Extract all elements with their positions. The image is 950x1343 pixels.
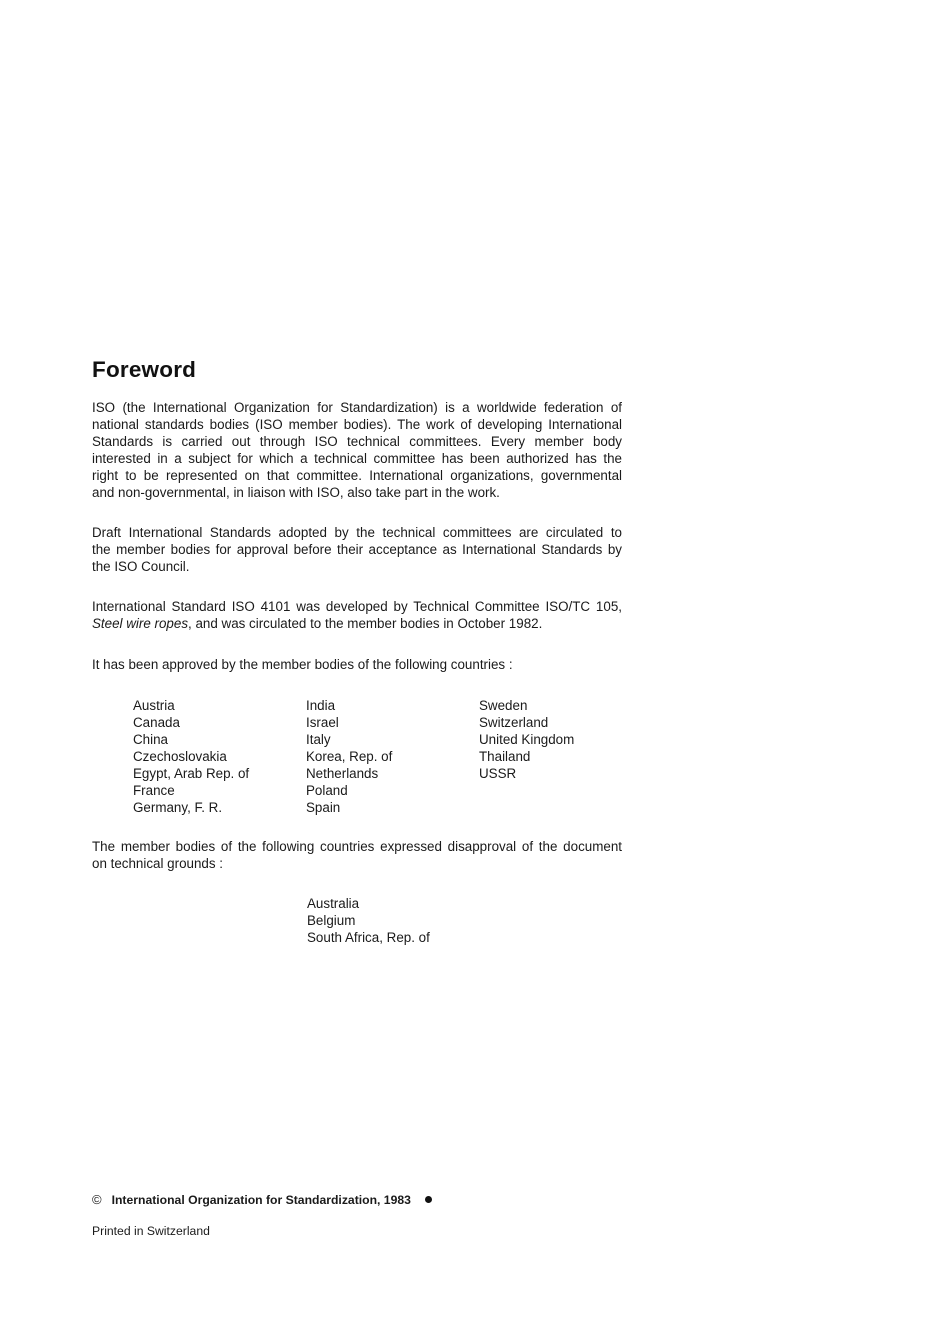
country-item: South Africa, Rep. of — [307, 930, 430, 945]
paragraph-line: the member bodies for approval before their acceptance as International Standards by — [92, 542, 622, 557]
disapproval-paragraph — [92, 838, 622, 872]
country-item: India — [306, 698, 336, 713]
bullet-icon — [425, 1196, 432, 1203]
intro-paragraph — [92, 399, 622, 501]
country-item: Germany, F. R. — [133, 800, 223, 815]
country-item: Spain — [306, 800, 341, 815]
country-item: Belgium — [307, 913, 356, 928]
country-item: USSR — [479, 766, 517, 781]
paragraph-line: The member bodies of the following countries expressed disapproval of the document — [92, 839, 622, 854]
copyright-icon: © — [92, 1192, 102, 1207]
country-item: Netherlands — [306, 766, 379, 781]
country-item: Thailand — [479, 749, 531, 764]
country-item: Egypt, Arab Rep. of — [133, 766, 250, 781]
country-item: Korea, Rep. of — [306, 749, 393, 764]
country-item: Poland — [306, 783, 348, 798]
country-item: Italy — [306, 732, 331, 747]
standard-development-paragraph — [92, 598, 622, 632]
paragraph-line-rest: , and was circulated to the member bodies in October 1982. — [188, 616, 543, 631]
country-item: Sweden — [479, 698, 528, 713]
paragraph-line: Draft International Standards adopted by the technical committees are circulated to — [92, 525, 622, 540]
country-item: Israel — [306, 715, 339, 730]
copyright-text: International Organization for Standardization, 1983 — [111, 1193, 411, 1207]
draft-standards-paragraph — [92, 524, 622, 575]
paragraph-line: on technical grounds : — [92, 856, 224, 871]
page-title: Foreword — [92, 357, 197, 382]
country-item: Czechoslovakia — [133, 749, 227, 764]
paragraph-line: ISO (the International Organization for Standardization) is a worldwide federation of — [92, 400, 622, 415]
paragraph-line: International Standard ISO 4101 was developed by Technical Committee ISO/TC 105, — [92, 599, 622, 614]
paragraph-line: the ISO Council. — [92, 559, 190, 574]
printed-in-note: Printed in Switzerland — [92, 1224, 210, 1238]
paragraph-line: interested in a subject for which a technical committee has been authorized has the — [92, 451, 622, 466]
disapproving-countries-list — [307, 895, 430, 946]
paragraph-line: right to be represented on that committee. International organizations, governmental — [92, 468, 622, 483]
country-item: Switzerland — [479, 715, 549, 730]
country-item: United Kingdom — [479, 732, 575, 747]
approving-countries-column-1 — [133, 697, 249, 816]
approving-countries-column-3 — [479, 697, 574, 782]
paragraph-line: and non-governmental, in liaison with ISO, also take part in the work. — [92, 485, 500, 500]
paragraph-line: Standards is carried out through ISO technical committees. Every member body — [92, 434, 622, 449]
foreword-page — [92, 0, 624, 1343]
paragraph-line — [92, 615, 622, 632]
country-item: Austria — [133, 698, 175, 713]
paragraph-line: national standards bodies (ISO member bodies). The work of developing International — [92, 417, 622, 432]
approval-paragraph: It has been approved by the member bodies of the following countries : — [92, 657, 513, 672]
country-item: China — [133, 732, 168, 747]
country-item: Canada — [133, 715, 180, 730]
approving-countries-column-2 — [306, 697, 392, 816]
copyright-line — [92, 1192, 432, 1207]
country-item: France — [133, 783, 175, 798]
committee-title: Steel wire ropes — [92, 616, 189, 631]
country-item: Australia — [307, 896, 360, 911]
